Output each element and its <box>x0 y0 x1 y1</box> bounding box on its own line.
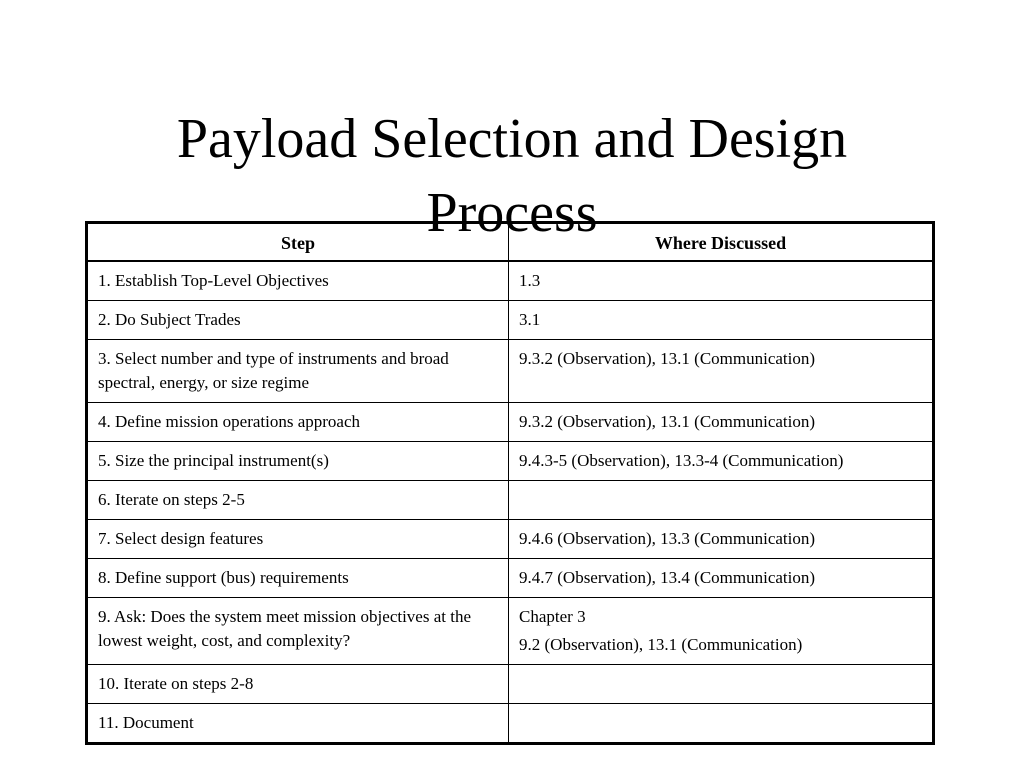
where-discussed-line: 9.3.2 (Observation), 13.1 (Communication) <box>519 349 816 368</box>
step-cell: 11. Document <box>87 704 509 744</box>
slide-title-line-1: Payload Selection and Design <box>176 107 848 170</box>
step-cell: 3. Select number and type of instruments and broad spectral, energy, or size regime <box>87 340 509 403</box>
where-discussed-cell <box>509 665 934 704</box>
step-cell: 10. Iterate on steps 2-8 <box>87 665 509 704</box>
where-discussed-line: 9.4.3-5 (Observation), 13.3-4 (Communication) <box>519 451 844 470</box>
table-row <box>87 520 934 559</box>
where-discussed-cell <box>509 704 934 744</box>
where-discussed-line: 1.3 <box>519 271 541 290</box>
where-discussed-cell <box>509 442 934 481</box>
table-row <box>87 261 934 301</box>
where-discussed-line: 9.4.7 (Observation), 13.4 (Communication) <box>519 568 816 587</box>
step-cell: 4. Define mission operations approach <box>87 403 509 442</box>
table-row <box>87 598 934 665</box>
step-cell: 8. Define support (bus) requirements <box>87 559 509 598</box>
table-row <box>87 559 934 598</box>
where-discussed-cell <box>509 261 934 301</box>
step-cell: 1. Establish Top-Level Objectives <box>87 261 509 301</box>
where-discussed-line: 9.4.6 (Observation), 13.3 (Communication) <box>519 529 816 548</box>
header-step: Step <box>87 223 509 262</box>
table-row <box>87 442 934 481</box>
where-discussed-cell <box>509 598 934 665</box>
where-discussed-line: Chapter 3 <box>519 607 586 626</box>
table-body <box>87 261 934 744</box>
where-discussed-cell <box>509 559 934 598</box>
where-discussed-cell <box>509 403 934 442</box>
where-discussed-line: 9.3.2 (Observation), 13.1 (Communication) <box>519 412 816 431</box>
where-discussed-cell <box>509 520 934 559</box>
slide-title-line-2: Process <box>426 181 598 244</box>
where-discussed-cell <box>509 340 934 403</box>
table-row <box>87 340 934 403</box>
process-table <box>85 221 935 745</box>
step-cell: 2. Do Subject Trades <box>87 301 509 340</box>
table-row <box>87 704 934 744</box>
where-discussed-cell <box>509 481 934 520</box>
table-row <box>87 403 934 442</box>
step-cell: 6. Iterate on steps 2-5 <box>87 481 509 520</box>
table-header-row <box>87 223 934 262</box>
step-cell: 5. Size the principal instrument(s) <box>87 442 509 481</box>
header-where-discussed: Where Discussed <box>509 223 934 262</box>
table-row <box>87 481 934 520</box>
where-discussed-line: 9.2 (Observation), 13.1 (Communication) <box>519 635 803 654</box>
step-cell: 7. Select design features <box>87 520 509 559</box>
where-discussed-line: 3.1 <box>519 310 541 329</box>
step-cell: 9. Ask: Does the system meet mission objectives at the lowest weight, cost, and complexity? <box>87 598 509 665</box>
table-row <box>87 301 934 340</box>
table-row <box>87 665 934 704</box>
where-discussed-cell <box>509 301 934 340</box>
